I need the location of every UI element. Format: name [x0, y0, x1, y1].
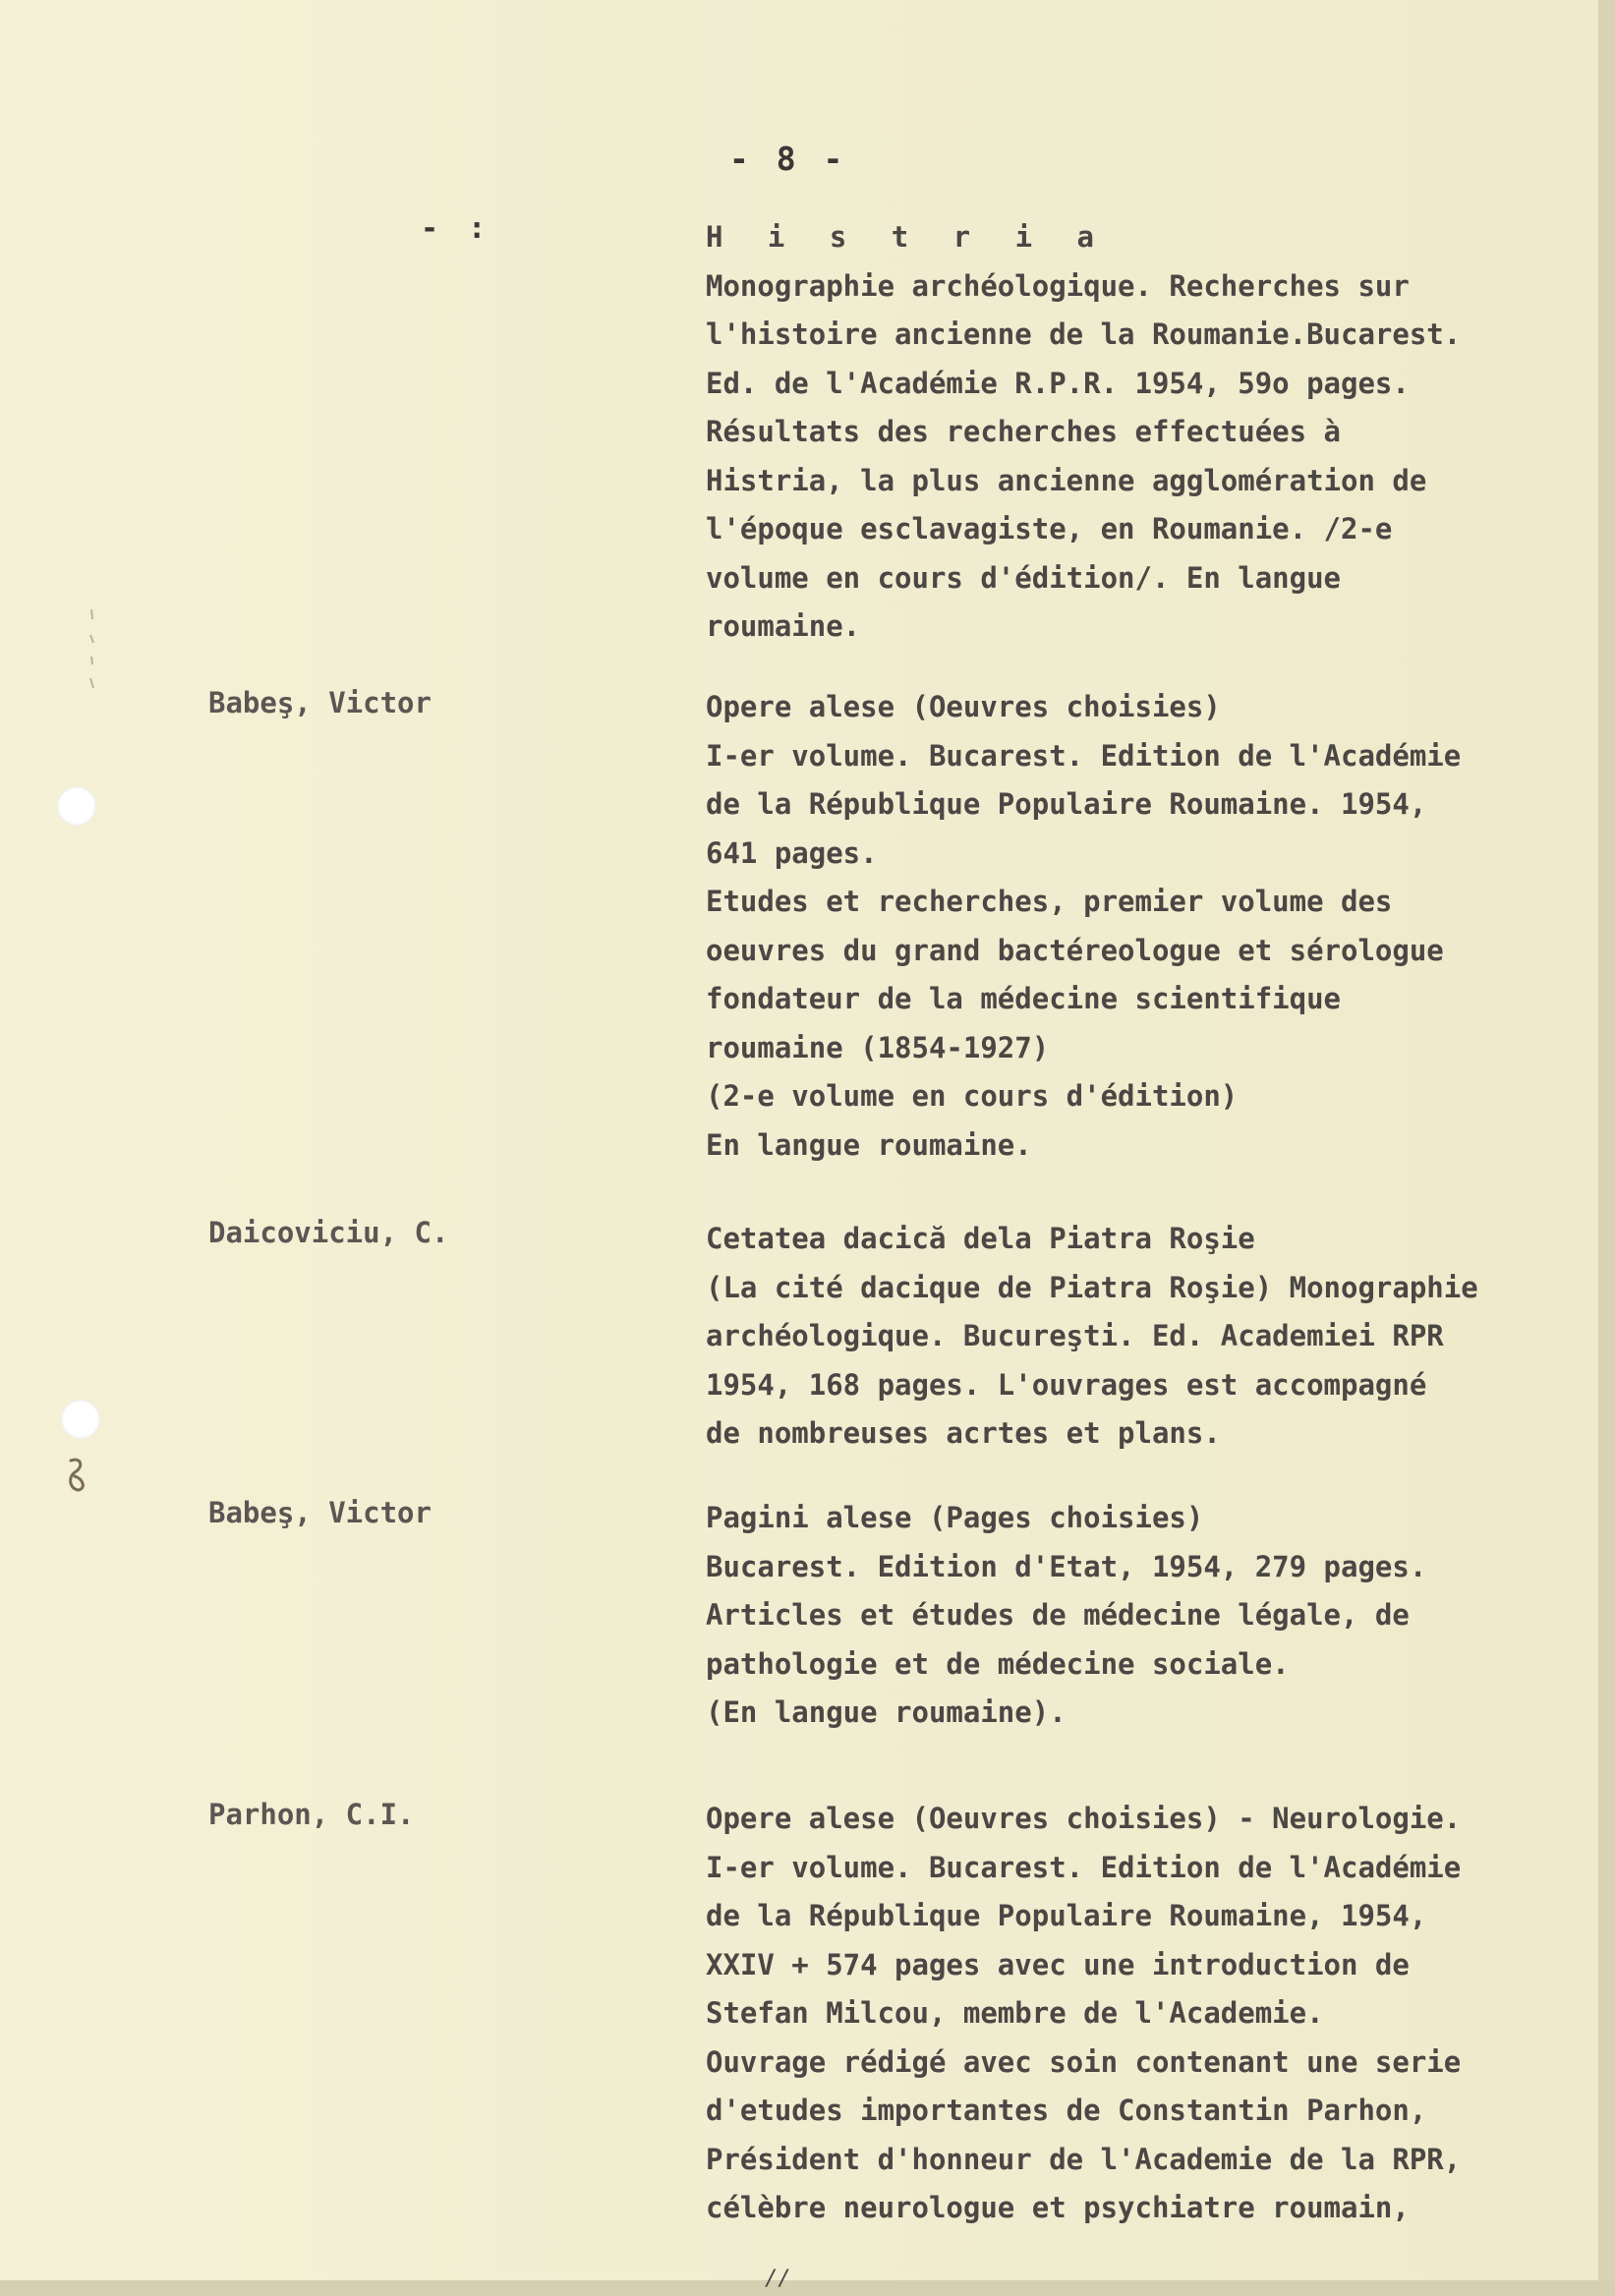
page-number: - 8 - [729, 140, 847, 178]
entry-line: Etudes et recherches, premier volume des [706, 885, 1393, 918]
entry-line: roumaine (1854-1927) [706, 1030, 1050, 1064]
entry-line: oeuvres du grand bactéreologue et sérologue [706, 933, 1444, 967]
entry-line: Stefan Milcou, membre de l'Academie. [706, 1996, 1324, 2030]
entry-line: de la République Populaire Roumaine, 1954, [706, 1899, 1427, 1932]
scan-edge-right [1598, 0, 1615, 2296]
continuation-mark: // [765, 2267, 791, 2291]
margin-mark: - : [421, 211, 492, 246]
entry-line: En langue roumaine. [706, 1127, 1032, 1162]
entry-title: Pagini alese (Pages choisies) [706, 1501, 1204, 1534]
punch-hole-upper [57, 786, 96, 826]
bibliography-entry-babes-pagini [706, 1494, 1590, 1738]
entry-line: 641 pages. [706, 835, 878, 870]
entry-line: roumaine. [706, 609, 861, 643]
entry-line: l'histoire ancienne de la Roumanie.Bucarest. [706, 317, 1462, 351]
entry-line: de la République Populaire Roumaine. 1954, [706, 787, 1427, 821]
entry-author: Babeş, Victor [208, 1496, 432, 1529]
entry-line: d'etudes importantes de Constantin Parhon, [706, 2094, 1427, 2127]
entry-line: l'époque esclavagiste, en Roumanie. /2-e [706, 512, 1393, 545]
bibliography-entry-parhon [706, 1795, 1590, 2233]
entry-line: Ouvrage rédigé avec soin contenant une serie [706, 2044, 1462, 2079]
entry-line: de nombreuses acrtes et plans. [706, 1416, 1221, 1450]
entry-line: Articles et études de médecine légale, de [706, 1598, 1410, 1632]
entry-line: Résultats des recherches effectuées à [706, 415, 1342, 448]
entry-line: fondateur de la médecine scientifique [706, 982, 1342, 1015]
entry-author: Parhon, C.I. [208, 1798, 415, 1831]
entry-line: I-er volume. Bucarest. Edition de l'Académie [706, 738, 1462, 773]
entry-title: H i s t r i a [706, 220, 1108, 254]
bibliography-entry-histria [706, 213, 1590, 652]
entry-line: 1954, 168 pages. L'ouvrages est accompagné [706, 1367, 1427, 1402]
entry-title: Opere alese (Oeuvres choisies) - Neurologie. [706, 1802, 1462, 1835]
bibliography-entry-babes-opere [706, 683, 1590, 1170]
entry-line: Ed. de l'Académie R.P.R. 1954, 59o pages. [706, 366, 1410, 400]
punch-hole-lower [61, 1400, 100, 1439]
entry-line: Monographie archéologique. Recherches sur [706, 268, 1410, 303]
entry-line: célèbre neurologue et psychiatre roumain, [706, 2191, 1410, 2224]
bibliography-entry-daicoviciu [706, 1215, 1590, 1459]
entry-line: volume en cours d'édition/. En langue [706, 560, 1342, 595]
entry-line: Président d'honneur de l'Academie de la RPR, [706, 2142, 1462, 2176]
entry-line: (2-e volume en cours d'édition) [706, 1079, 1239, 1113]
entry-line: (La cité dacique de Piatra Roşie) Monographie [706, 1270, 1478, 1304]
entry-author: Babeş, Victor [208, 686, 432, 719]
entry-author: Daicoviciu, C. [208, 1216, 449, 1249]
entry-line: XXIV + 574 pages avec une introduction de [706, 1947, 1410, 1981]
entry-line: Bucarest. Edition d'Etat, 1954, 279 pages. [706, 1549, 1427, 1583]
scan-edge-bottom [0, 2280, 1615, 2296]
pencil-annotation-mark [65, 1455, 88, 1496]
entry-line: pathologie et de médecine sociale. [706, 1646, 1290, 1681]
faint-pencil-marks [87, 605, 98, 704]
entry-line: archéologique. Bucureşti. Ed. Academiei RPR [706, 1319, 1444, 1352]
entry-title: Opere alese (Oeuvres choisies) [706, 690, 1221, 723]
entry-line: (En langue roumaine). [706, 1695, 1067, 1729]
entry-line: Histria, la plus ancienne agglomération de [706, 463, 1427, 497]
entry-line: I-er volume. Bucarest. Edition de l'Académie [706, 1850, 1462, 1884]
entry-title: Cetatea dacică dela Piatra Roşie [706, 1222, 1255, 1255]
